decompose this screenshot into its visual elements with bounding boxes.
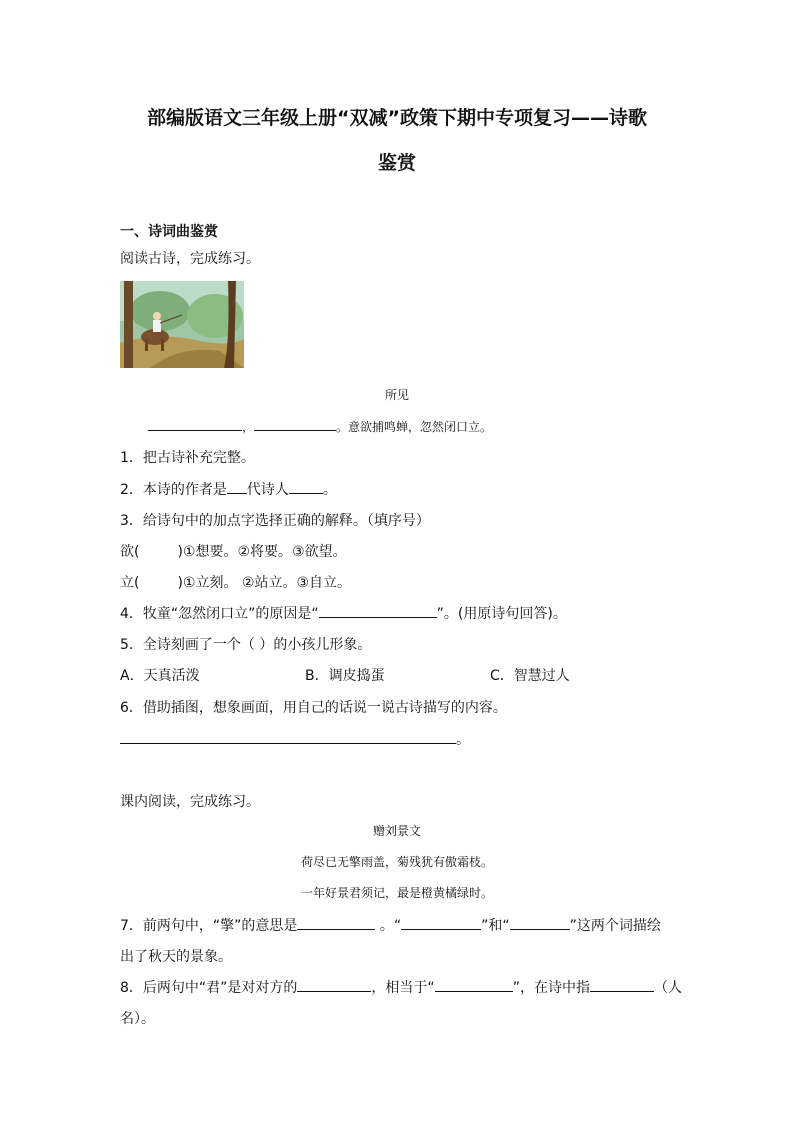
poem2-title: 赠刘景文 [372,824,421,838]
blank[interactable] [435,977,513,992]
blank[interactable] [401,915,481,930]
q2-text: 。 [322,482,337,498]
question-5: 5．全诗刻画了一个（ ）的小孩儿形象。 [120,637,372,653]
question-1: 1．把古诗补充完整。 [120,450,255,466]
question-2 [120,479,337,499]
blank[interactable] [289,479,323,494]
q8-text: （人 [653,980,682,996]
q3-char: 欲( [120,544,140,560]
blank[interactable] [148,416,242,431]
question-7-cont: 出了秋天的景象。 [120,949,232,965]
poem2-line2: 一年好景君须记，最是橙黄橘绿时。 [300,886,493,900]
blank[interactable] [297,977,371,992]
section-intro: 阅读古诗，完成练习。 [120,251,260,267]
question-8 [120,977,682,997]
blank[interactable] [297,915,375,930]
question-4 [120,603,567,623]
q8-text: ”，在诗中指 [512,980,590,996]
blank[interactable] [227,479,247,494]
question-3-li [120,572,351,592]
question-8-cont: 名）。 [120,1011,155,1027]
section-heading: 一、诗词曲鉴赏 [120,224,218,240]
page-title-line2: 鉴赏 [377,152,416,174]
q4-text: 4．牧童“忽然闭口立”的原因是“ [120,606,319,622]
q3-options: )①立刻。 ②站立。③自立。 [177,575,352,591]
question-3-yu [120,541,347,561]
option-a[interactable]: A．天真活泼 [120,668,200,684]
poem-line [148,416,492,435]
q3-options: )①想要。②将要。③欲望。 [177,544,347,560]
q8-text: ，相当于“ [371,980,435,996]
q7-text: 7．前两句中，“擎”的意思是 [120,918,298,934]
page-title-line1: 部编版语文三年级上册“双减”政策下期中专项复习——诗歌 [147,107,647,129]
blank[interactable] [319,603,437,618]
q3-char: 立( [120,575,140,591]
cowherd-illustration [120,281,244,368]
blank[interactable] [590,977,654,992]
option-b[interactable]: B．调皮捣蛋 [305,668,385,684]
q4-text: ”。(用原诗句回答)。 [436,606,567,622]
section2-intro: 课内阅读，完成练习。 [120,794,260,810]
question-3: 3．给诗句中的加点字选择正确的解释。（填序号） [120,513,430,529]
q7-text: ”和“ [481,918,510,934]
question-6-answer [120,729,470,749]
comma: ， [242,420,255,434]
q6-end: 。 [456,732,470,748]
option-c[interactable]: C．智慧过人 [490,668,570,684]
blank[interactable] [510,915,570,930]
cowherd-picture [120,281,244,368]
poem-line-rest: 。意欲捕鸣蝉，忽然闭口立。 [336,420,493,434]
q7-text: ”这两个词描绘 [569,918,661,934]
question-7 [120,915,661,935]
question-6: 6．借助插图，想象画面，用自己的话说一说古诗描写的内容。 [120,700,507,716]
poem2-line1: 荷尽已无擎雨盖，菊残犹有傲霜枝。 [300,855,493,869]
q7-text: 。“ [379,918,402,934]
blank[interactable] [254,416,336,431]
q8-text: 8．后两句中“君”是对对方的 [120,980,298,996]
poem-title: 所见 [384,388,409,402]
answer-line[interactable] [120,729,456,744]
q2-text: 2．本诗的作者是 [120,482,227,498]
q2-text: 代诗人 [246,482,289,498]
